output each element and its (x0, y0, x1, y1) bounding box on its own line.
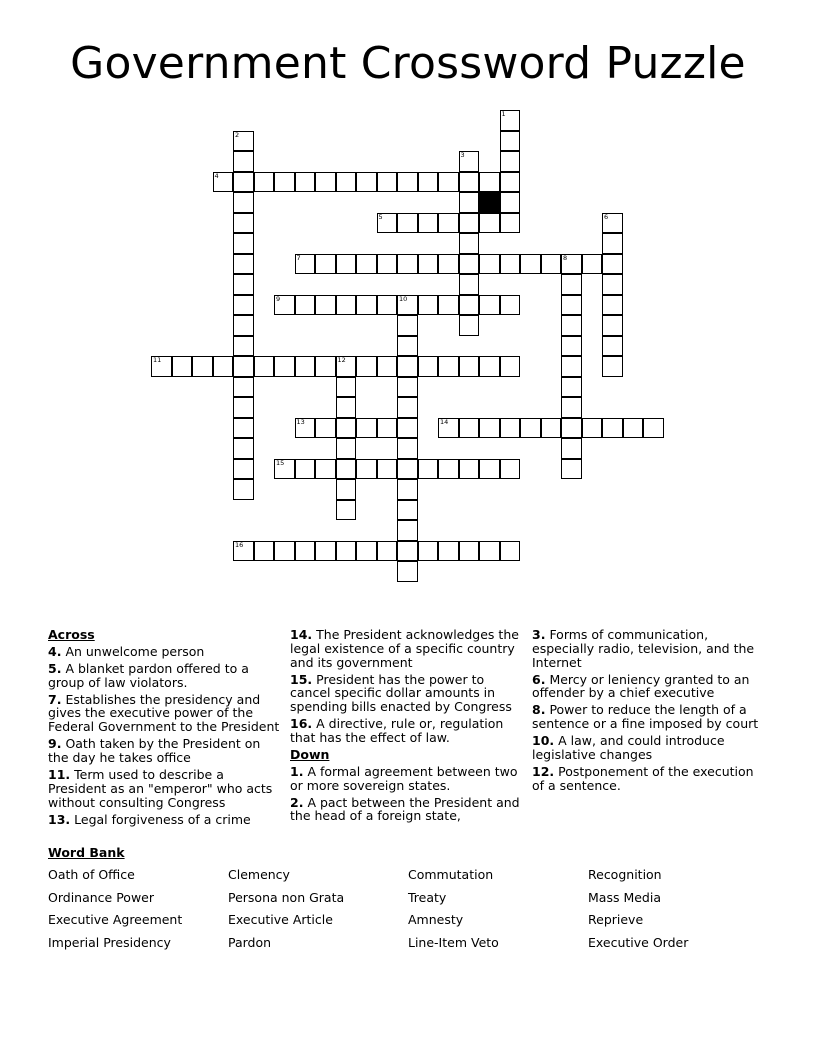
grid-cell[interactable] (459, 213, 480, 234)
word-bank-item: Executive Order (588, 935, 689, 951)
grid-cell[interactable] (336, 295, 357, 316)
grid-cell[interactable] (336, 479, 357, 500)
grid-cell[interactable] (602, 233, 623, 254)
clues-column-2 (290, 628, 526, 826)
grid-cell[interactable] (459, 151, 480, 172)
grid-cell[interactable] (602, 295, 623, 316)
clues-column-3 (532, 628, 768, 796)
grid-cell[interactable] (336, 541, 357, 562)
cell-number: 1 (501, 110, 506, 118)
grid-cell[interactable] (356, 418, 377, 439)
grid-cell[interactable] (336, 459, 357, 480)
grid-cell[interactable] (643, 418, 664, 439)
word-bank-item: Line-Item Veto (408, 935, 499, 951)
grid-cell[interactable] (479, 254, 500, 275)
word-bank-item: Mass Media (588, 889, 661, 905)
grid-cell[interactable] (336, 172, 357, 193)
page-title: Government Crossword Puzzle (70, 38, 746, 89)
grid-cell[interactable] (315, 541, 336, 562)
grid-cell[interactable] (274, 295, 295, 316)
grid-cell[interactable] (213, 172, 234, 193)
grid-cell[interactable] (397, 418, 418, 439)
word-bank-item: Clemency (228, 867, 290, 882)
grid-cell[interactable] (397, 541, 418, 562)
cell-number: 10 (399, 294, 408, 303)
grid-cell[interactable] (438, 172, 459, 193)
grid-cell[interactable] (479, 418, 500, 439)
grid-cell[interactable] (479, 213, 500, 234)
word-bank-item: Treaty (408, 889, 447, 905)
grid-cell[interactable] (356, 295, 377, 316)
grid-cell[interactable] (233, 459, 254, 480)
grid-cell[interactable] (397, 356, 418, 377)
grid-cell[interactable] (602, 315, 623, 336)
grid-cell[interactable] (397, 438, 418, 459)
grid-cell[interactable] (500, 418, 521, 439)
word-bank-item: Reprieve (588, 912, 644, 928)
grid-cell[interactable] (295, 295, 316, 316)
word-bank-item: Imperial Presidency (48, 935, 171, 951)
grid-cell[interactable] (336, 418, 357, 439)
grid-cell[interactable] (377, 213, 398, 234)
grid-cell[interactable] (623, 418, 644, 439)
clue-across-15: 15. President has the power to cancel specific dollar amounts in spending bills enacted by Congress (290, 671, 512, 715)
grid-cell[interactable] (459, 541, 480, 562)
grid-cell[interactable] (459, 315, 480, 336)
grid-cell[interactable] (274, 356, 295, 377)
grid-cell[interactable] (561, 254, 582, 275)
grid-cell[interactable] (459, 254, 480, 275)
grid-cell[interactable] (602, 336, 623, 357)
grid-cell[interactable] (500, 172, 521, 193)
word-bank-item: Executive Article (228, 912, 333, 928)
cell-number: 5 (378, 212, 383, 221)
grid-cell[interactable] (397, 500, 418, 521)
grid-cell[interactable] (336, 438, 357, 459)
grid-cell[interactable] (315, 295, 336, 316)
clue-down-12: 12. Postponement of the execution of a sentence. (532, 763, 754, 793)
grid-cell[interactable] (397, 479, 418, 500)
grid-cell[interactable] (500, 459, 521, 480)
grid-cell[interactable] (418, 541, 439, 562)
grid-cell[interactable] (520, 254, 541, 275)
grid-cell[interactable] (315, 172, 336, 193)
clue-across-9: 9. Oath taken by the President on the day he takes office (48, 736, 261, 765)
grid-cell[interactable] (397, 254, 418, 275)
grid-cell[interactable] (336, 254, 357, 275)
cell-number: 16 (235, 540, 244, 549)
grid-cell[interactable] (459, 459, 480, 480)
grid-cell[interactable] (377, 172, 398, 193)
grid-cell[interactable] (479, 541, 500, 562)
grid-cell[interactable] (254, 172, 275, 193)
grid-cell[interactable] (233, 377, 254, 398)
clue-across-16: 16. A directive, rule or, regulation that has the effect of law. (290, 716, 504, 745)
grid-cell[interactable] (459, 274, 480, 295)
cell-number: 12 (337, 356, 346, 364)
grid-cell[interactable] (254, 356, 275, 377)
grid-cell[interactable] (438, 459, 459, 480)
grid-cell[interactable] (172, 356, 193, 377)
grid-cell[interactable] (561, 418, 582, 439)
grid-cell[interactable] (295, 172, 316, 193)
clue-down-3: 3. Forms of communication, especially radio, television, and the Internet (532, 627, 755, 670)
grid-cell[interactable] (295, 418, 316, 439)
grid-cell[interactable] (336, 397, 357, 418)
grid-cell[interactable] (377, 295, 398, 316)
grid-cell[interactable] (438, 254, 459, 275)
grid-cell[interactable] (315, 418, 336, 439)
clue-across-14: 14. The President acknowledges the legal existence of a specific country and its government (290, 627, 519, 670)
grid-cell[interactable] (397, 315, 418, 336)
grid-cell[interactable] (274, 459, 295, 480)
grid-cell[interactable] (582, 418, 603, 439)
grid-cell[interactable] (233, 336, 254, 357)
grid-cell[interactable] (233, 233, 254, 254)
word-bank-item: Oath of Office (48, 867, 135, 882)
grid-cell[interactable] (336, 377, 357, 398)
grid-cell[interactable] (397, 520, 418, 541)
grid-cell[interactable] (438, 541, 459, 562)
grid-cell[interactable] (315, 254, 336, 275)
grid-cell[interactable] (500, 192, 521, 213)
word-bank-item: Amnesty (408, 912, 464, 928)
grid-cell[interactable] (500, 356, 521, 377)
clue-across-5: 5. A blanket pardon offered to a group of law violators. (48, 660, 249, 690)
grid-cell[interactable] (602, 356, 623, 377)
cell-number: 9 (276, 294, 281, 303)
grid-cell[interactable] (459, 192, 480, 213)
grid-cell[interactable] (233, 172, 254, 193)
grid-cell[interactable] (233, 274, 254, 295)
grid-cell[interactable] (500, 295, 521, 316)
grid-cell[interactable] (233, 315, 254, 336)
grid-cell[interactable] (438, 418, 459, 439)
grid-cell[interactable] (274, 172, 295, 193)
grid-cell[interactable] (561, 397, 582, 418)
grid-cell[interactable] (254, 541, 275, 562)
grid-cell[interactable] (397, 172, 418, 193)
grid-cell[interactable] (295, 541, 316, 562)
cell-number: 7 (296, 253, 301, 262)
cell-number: 15 (276, 458, 285, 467)
word-bank-item: Commutation (408, 867, 494, 882)
grid-cell[interactable] (397, 213, 418, 234)
grid-cell[interactable] (500, 131, 521, 152)
grid-cell[interactable] (602, 213, 623, 234)
grid-cell[interactable] (418, 459, 439, 480)
grid-cell[interactable] (151, 356, 172, 377)
grid-cell[interactable] (438, 356, 459, 377)
clue-down-1: 1. A formal agreement between two or more sovereign states. (290, 763, 518, 793)
grid-cell[interactable] (459, 172, 480, 193)
grid-cell[interactable] (192, 356, 213, 377)
grid-cell[interactable] (397, 336, 418, 357)
cell-number: 2 (235, 130, 240, 139)
grid-cell[interactable] (479, 356, 500, 377)
grid-cell[interactable] (500, 110, 521, 131)
grid-cell[interactable] (295, 459, 316, 480)
down-heading: Down (290, 746, 330, 762)
grid-cell[interactable] (582, 254, 603, 275)
grid-cell[interactable] (459, 295, 480, 316)
grid-cell[interactable] (233, 418, 254, 439)
grid-cell[interactable] (233, 356, 254, 377)
grid-cell[interactable] (336, 356, 357, 377)
grid-cell[interactable] (213, 356, 234, 377)
grid-cell[interactable] (377, 356, 398, 377)
grid-cell[interactable] (500, 541, 521, 562)
grid-cell[interactable] (479, 459, 500, 480)
grid-cell[interactable] (233, 397, 254, 418)
grid-cell[interactable] (356, 459, 377, 480)
grid-cell[interactable] (438, 295, 459, 316)
word-bank-item: Recognition (588, 867, 662, 882)
grid-cell[interactable] (377, 254, 398, 275)
grid-cell[interactable] (541, 418, 562, 439)
grid-cell[interactable] (233, 254, 254, 275)
grid-cell[interactable] (233, 541, 254, 562)
grid-cell[interactable] (274, 541, 295, 562)
grid-cell[interactable] (295, 254, 316, 275)
grid-cell[interactable] (561, 459, 582, 480)
grid-cell[interactable] (438, 213, 459, 234)
word-bank-item: Pardon (228, 935, 272, 951)
grid-cell[interactable] (520, 418, 541, 439)
clue-down-8: 8. Power to reduce the length of a sentence or a fine imposed by court (532, 702, 759, 732)
grid-cell[interactable] (418, 213, 439, 234)
word-bank-item: Executive Agreement (48, 912, 183, 928)
cell-number: 11 (153, 356, 162, 364)
word-bank-heading: Word Bank (48, 845, 125, 860)
grid-cell[interactable] (356, 254, 377, 275)
cell-number: 14 (440, 417, 449, 426)
grid-cell[interactable] (233, 151, 254, 172)
grid-cell[interactable] (500, 151, 521, 172)
grid-cell[interactable] (479, 172, 500, 193)
grid-cell[interactable] (459, 356, 480, 377)
grid-cell[interactable] (561, 438, 582, 459)
grid-cell[interactable] (459, 418, 480, 439)
grid-cell[interactable] (295, 356, 316, 377)
clue-across-11: 11. Term used to describe a President as an "emperor" who acts without consulting Congress (48, 766, 273, 810)
grid-cell[interactable] (377, 418, 398, 439)
grid-cell[interactable] (233, 295, 254, 316)
grid-cell[interactable] (602, 418, 623, 439)
grid-cell[interactable] (397, 561, 418, 582)
grid-cell[interactable] (418, 295, 439, 316)
grid-cell[interactable] (336, 500, 357, 521)
grid-cell[interactable] (397, 377, 418, 398)
cell-number: 6 (604, 212, 609, 221)
clue-across-4: 4. An unwelcome person (48, 643, 205, 659)
grid-cell[interactable] (377, 459, 398, 480)
grid-cell[interactable] (315, 459, 336, 480)
word-bank-item: Persona non Grata (228, 889, 345, 905)
cell-number: 3 (460, 151, 465, 159)
grid-cell[interactable] (233, 131, 254, 152)
grid-cell[interactable] (233, 213, 254, 234)
grid-cell[interactable] (418, 254, 439, 275)
grid-cell[interactable] (561, 295, 582, 316)
clue-down-10: 10. A law, and could introduce legislative changes (532, 733, 725, 762)
clue-down-2: 2. A pact between the President and the head of a foreign state, (290, 794, 520, 824)
cell-number: 4 (214, 171, 219, 180)
grid-cell[interactable] (233, 192, 254, 213)
grid-cell[interactable] (397, 459, 418, 480)
across-heading: Across (48, 627, 95, 642)
grid-cell[interactable] (356, 541, 377, 562)
grid-cell[interactable] (500, 254, 521, 275)
grid-cell[interactable] (397, 397, 418, 418)
grid-cell[interactable] (541, 254, 562, 275)
grid-cell[interactable] (418, 172, 439, 193)
grid-cell[interactable] (356, 172, 377, 193)
grid-cell[interactable] (459, 233, 480, 254)
grid-cell[interactable] (561, 315, 582, 336)
grid-cell[interactable] (315, 356, 336, 377)
clue-across-7: 7. Establishes the presidency and gives the executive power of the Federal Government to the President (48, 691, 280, 735)
grid-cell[interactable] (561, 356, 582, 377)
grid-cell[interactable] (602, 274, 623, 295)
grid-cell[interactable] (233, 479, 254, 500)
grid-cell[interactable] (479, 295, 500, 316)
grid-cell[interactable] (561, 274, 582, 295)
grid-cell[interactable] (233, 438, 254, 459)
grid-cell[interactable] (602, 254, 623, 275)
cell-number: 8 (563, 253, 568, 262)
grid-cell[interactable] (377, 541, 398, 562)
clue-across-13: 13. Legal forgiveness of a crime (48, 811, 251, 827)
word-bank-item: Ordinance Power (48, 889, 154, 905)
grid-cell[interactable] (561, 336, 582, 357)
grid-cell[interactable] (561, 377, 582, 398)
clue-down-6: 6. Mercy or leniency granted to an offender by a chief executive (532, 671, 750, 701)
grid-cell[interactable] (500, 213, 521, 234)
clues-column-1 (48, 628, 284, 829)
cell-number: 13 (296, 417, 305, 426)
grid-cell[interactable] (418, 356, 439, 377)
grid-cell[interactable] (397, 295, 418, 316)
grid-cell[interactable] (356, 356, 377, 377)
grid-block (479, 192, 500, 213)
